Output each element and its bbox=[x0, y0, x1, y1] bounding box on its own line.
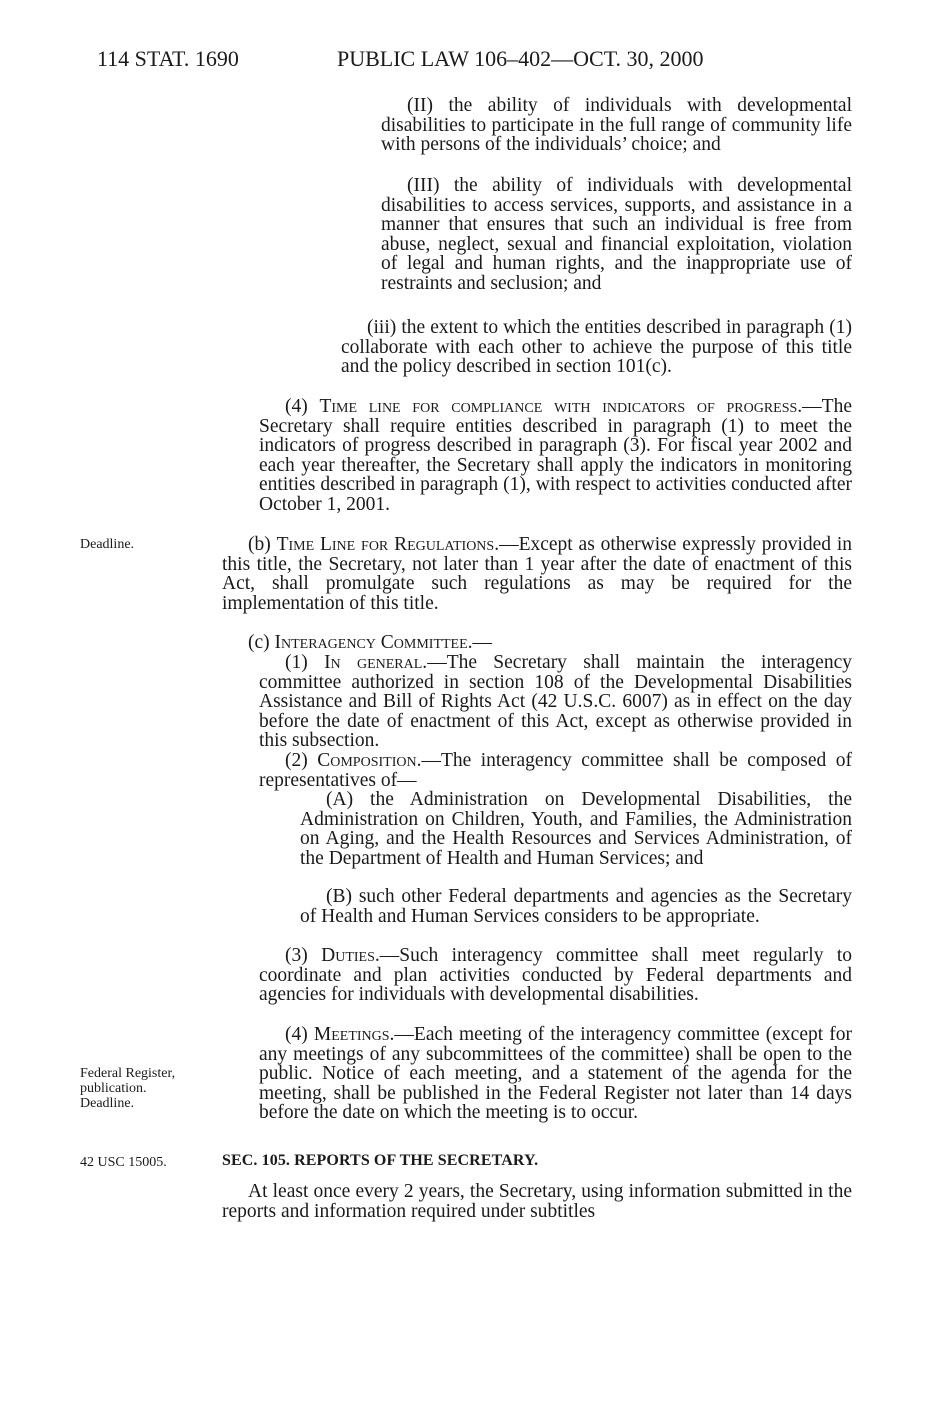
margin-note-federal-register bbox=[80, 1066, 220, 1111]
paragraph-III: (III) the ability of individuals with developmental disabilities to access services, supports, and assistance in a manner that ensures that such an individual is free from abuse, neglect, sexual and financial exploitation, violation of legal and human rights, and the inappropriate use of restraints and seclusion; and bbox=[381, 175, 852, 294]
subsection-heading: Time Line for Regulations. bbox=[276, 534, 500, 555]
paragraph-c4 bbox=[259, 1025, 852, 1123]
paragraph-heading: Time line for compliance with indicators of progress. bbox=[319, 396, 803, 417]
paragraph-text: —The interagency committee shall be composed of representatives of— bbox=[259, 750, 852, 791]
subsection-number: (b) bbox=[248, 534, 271, 555]
paragraph-text: —The Secretary shall require entities described in paragraph (1) to meet the indicators of progress described in paragraph (3). For fiscal year 2002 and each year thereafter, the Secretary shall apply the indicators in monitoring entities described in paragraph (1), with respect to activities conducted after October 1, 2001. bbox=[259, 396, 852, 515]
paragraph-c1 bbox=[259, 653, 852, 751]
law-reference: PUBLIC LAW 106–402—OCT. 30, 2000 bbox=[337, 46, 704, 71]
paragraph-c2B: (B) such other Federal departments and agencies as the Secretary of Health and Human Services considers to be appropriate. bbox=[300, 886, 852, 927]
paragraph-c2A: (A) the Administration on Developmental Disabilities, the Administration on Children, Youth, and Families, the Administration on Aging, and the Health Resources and Services Administration, of the Department of Health and Human Services; and bbox=[300, 789, 852, 869]
paragraph-heading: In general. bbox=[324, 652, 428, 673]
margin-note-line: Deadline. bbox=[80, 1096, 135, 1111]
subsection-text: —Except as otherwise expressly provided in this title, the Secretary, not later than 1 year after the date of enactment of this Act, shall promulgate such regulations as may be required for the implementation of this title. bbox=[222, 534, 853, 614]
paragraph-iii: (iii) the extent to which the entities described in paragraph (1) collaborate with each other to achieve the purpose of this title and the policy described in section 101(c). bbox=[341, 317, 852, 378]
subsection-heading: Interagency Committee. bbox=[274, 632, 473, 653]
paragraph-4-time-line bbox=[259, 397, 852, 515]
paragraph-heading: Duties. bbox=[321, 945, 380, 966]
margin-note-deadline: Deadline. bbox=[80, 537, 135, 552]
section-105-text: At least once every 2 years, the Secretary, using information submitted in the reports and information required under subtitles bbox=[222, 1181, 852, 1222]
paragraph-number: (1) bbox=[285, 652, 308, 673]
paragraph-c2 bbox=[259, 751, 852, 790]
subsection-c-heading bbox=[222, 633, 852, 653]
page-reference: 114 STAT. 1690 bbox=[97, 46, 239, 71]
margin-note-usc: 42 USC 15005. bbox=[80, 1155, 167, 1170]
paragraph-heading: Meetings. bbox=[313, 1024, 395, 1045]
paragraph-number: (4) bbox=[285, 396, 308, 417]
paragraph-text: —Such interagency committee shall meet regularly to coordinate and plan activities conducted by Federal departments and agencies for individuals with developmental disabilities. bbox=[259, 945, 853, 1006]
paragraph-text: —The Secretary shall maintain the interagency committee authorized in section 108 of the Developmental Disabilities Assistance and Bill of Rights Act (42 U.S.C. 6007) as in effect on the day before the date of enactment of this Act, except as otherwise provided in this subsection. bbox=[259, 652, 852, 752]
subsection-number: (c) bbox=[248, 632, 270, 653]
paragraph-number: (4) bbox=[285, 1024, 308, 1045]
paragraph-c3 bbox=[259, 946, 852, 1005]
paragraph-number: (3) bbox=[285, 945, 308, 966]
margin-note-line: publication. bbox=[80, 1081, 147, 1096]
paragraph-number: (2) bbox=[285, 750, 308, 771]
paragraph-heading: Composition. bbox=[317, 750, 422, 771]
section-105-heading: SEC. 105. REPORTS OF THE SECRETARY. bbox=[222, 1152, 539, 1169]
subsection-b bbox=[222, 535, 852, 613]
paragraph-text: —Each meeting of the interagency committee (except for any meetings of any subcommittees of the committee) shall be open to the public. Notice of each meeting, and a statement of the agenda for the meeting, shall be published in the Federal Register not later than 14 days before the date on which the meeting is to occur. bbox=[259, 1024, 853, 1124]
heading-dash: — bbox=[472, 632, 493, 653]
page-header bbox=[0, 46, 948, 76]
margin-note-line: Federal Register, bbox=[80, 1066, 176, 1081]
paragraph-II: (II) the ability of individuals with developmental disabilities to participate in the full range of community life with persons of the individuals’ choice; and bbox=[381, 95, 852, 156]
